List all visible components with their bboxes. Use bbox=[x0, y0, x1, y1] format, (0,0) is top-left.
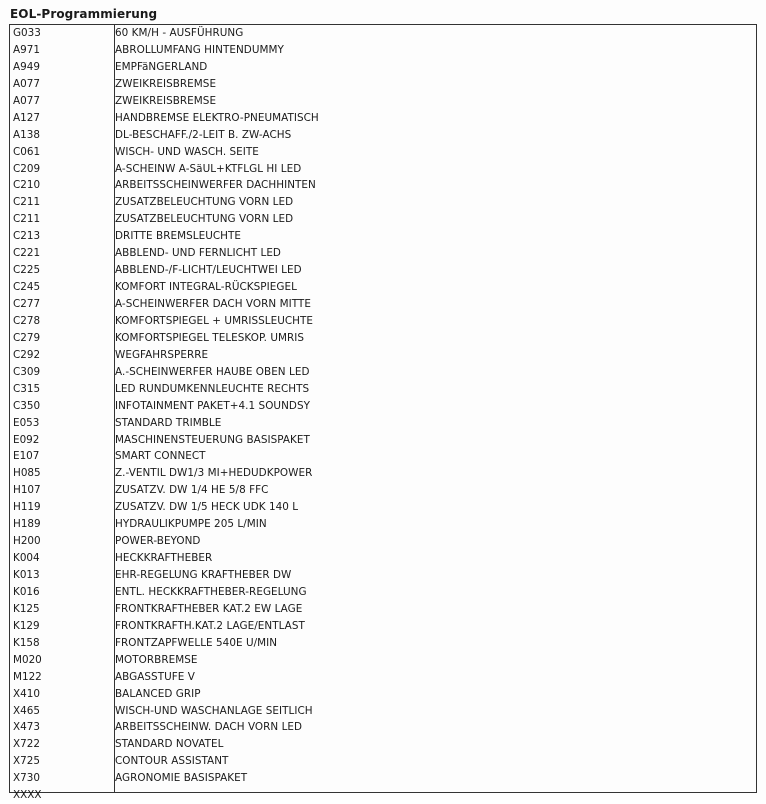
table-row bbox=[10, 59, 756, 76]
option-description: ZUSATZBELEUCHTUNG VORN LED bbox=[115, 213, 294, 226]
table-row bbox=[10, 448, 756, 465]
table-row bbox=[10, 296, 756, 313]
option-description: BALANCED GRIP bbox=[115, 687, 201, 700]
table-row bbox=[10, 110, 756, 127]
option-code: M122 bbox=[13, 670, 42, 683]
table-row bbox=[10, 482, 756, 499]
option-description: LED RUNDUMKENNLEUCHTE RECHTS bbox=[115, 382, 310, 395]
option-code: A949 bbox=[13, 60, 40, 73]
table-row bbox=[10, 787, 756, 804]
option-description: 60 KM/H - AUSFÜHRUNG bbox=[115, 27, 244, 39]
option-code: C225 bbox=[13, 264, 41, 277]
option-code: K013 bbox=[13, 569, 40, 581]
option-code: C209 bbox=[13, 162, 41, 175]
option-description bbox=[110, 787, 115, 804]
option-description: STANDARD NOVATEL bbox=[115, 738, 224, 751]
option-description: ZUSATZV. DW 1/4 HE 5/8 FFC bbox=[115, 484, 269, 497]
option-code: C309 bbox=[13, 365, 41, 378]
option-description: KOMFORTSPIEGEL TELESKOP. UMRIS bbox=[115, 331, 305, 344]
option-code: C278 bbox=[13, 314, 41, 327]
option-description: A.-SCHEINWERFER HAUBE OBEN LED bbox=[115, 365, 310, 378]
table-row bbox=[10, 25, 756, 42]
table-row bbox=[10, 313, 756, 330]
table-row bbox=[10, 381, 756, 398]
option-description: FRONTKRAFTH.KAT.2 LAGE/ENTLAST bbox=[115, 619, 305, 632]
table-row bbox=[10, 347, 756, 364]
table-row bbox=[10, 584, 756, 601]
option-code: X410 bbox=[13, 687, 40, 700]
option-code: K158 bbox=[13, 636, 40, 649]
option-description: WISCH-UND WASCHANLAGE SEITLICH bbox=[115, 704, 313, 717]
table-row bbox=[10, 245, 756, 262]
option-code: C211 bbox=[13, 196, 41, 209]
table-row bbox=[10, 516, 756, 533]
table-row bbox=[10, 42, 756, 59]
option-code: X473 bbox=[13, 721, 40, 734]
option-code: K004 bbox=[13, 552, 40, 565]
option-code: C315 bbox=[13, 382, 41, 395]
table-row bbox=[10, 398, 756, 415]
option-code: C210 bbox=[13, 179, 41, 192]
table-row bbox=[10, 465, 756, 482]
option-code: XXXX bbox=[13, 789, 42, 802]
option-description: WISCH- UND WASCH. SEITE bbox=[115, 145, 259, 158]
table-row bbox=[10, 228, 756, 245]
table-row bbox=[10, 669, 756, 686]
option-code: A077 bbox=[13, 94, 40, 107]
option-code: C292 bbox=[13, 348, 41, 361]
option-description: DRITTE BREMSLEUCHTE bbox=[115, 230, 242, 243]
option-code: C279 bbox=[13, 331, 41, 344]
option-code: E053 bbox=[13, 416, 40, 429]
table-body bbox=[10, 25, 756, 804]
option-description: SMART CONNECT bbox=[115, 450, 206, 463]
option-code: C350 bbox=[13, 399, 41, 412]
table-row bbox=[10, 177, 756, 194]
option-code: K129 bbox=[13, 619, 40, 632]
option-description: HECKKRAFTHEBER bbox=[115, 552, 213, 565]
option-description: POWER-BEYOND bbox=[115, 535, 201, 548]
option-description: ZWEIKREISBREMSE bbox=[115, 77, 217, 90]
table-row bbox=[10, 635, 756, 652]
option-code: H085 bbox=[13, 467, 41, 480]
table-row bbox=[10, 262, 756, 279]
table-row bbox=[10, 703, 756, 720]
option-description: WEGFAHRSPERRE bbox=[115, 348, 209, 361]
option-code: A127 bbox=[13, 111, 40, 124]
option-code: A138 bbox=[13, 128, 40, 141]
option-description: ABBLEND-/F-LICHT/LEUCHTWEI LED bbox=[115, 264, 302, 277]
option-description: A-SCHEINW A-SäUL+KTFLGL HI LED bbox=[115, 162, 302, 175]
option-code: H200 bbox=[13, 535, 41, 548]
table-row bbox=[10, 550, 756, 567]
option-description: MASCHINENSTEUERUNG BASISPAKET bbox=[115, 433, 310, 446]
option-code: X730 bbox=[13, 772, 40, 785]
eol-code-table bbox=[9, 24, 757, 802]
option-description: Z.-VENTIL DW1/3 MI+HEDUDKPOWER bbox=[115, 467, 313, 480]
option-description: ZWEIKREISBREMSE bbox=[115, 94, 217, 107]
option-description: ARBEITSSCHEINWERFER DACHHINTEN bbox=[115, 179, 316, 192]
table-row bbox=[10, 330, 756, 347]
option-code: E107 bbox=[13, 450, 40, 463]
option-description: KOMFORTSPIEGEL + UMRISSLEUCHTE bbox=[115, 314, 314, 327]
table-row bbox=[10, 618, 756, 635]
option-description: FRONTZAPFWELLE 540E U/MIN bbox=[115, 636, 278, 649]
option-description: HYDRAULIKPUMPE 205 L/MIN bbox=[115, 518, 267, 531]
option-code: X722 bbox=[13, 738, 40, 751]
option-code: C277 bbox=[13, 298, 41, 310]
option-description: INFOTAINMENT PAKET+4.1 SOUNDSY bbox=[115, 399, 310, 412]
option-code: C221 bbox=[13, 247, 41, 260]
table-row bbox=[10, 499, 756, 516]
option-description: STANDARD TRIMBLE bbox=[115, 416, 222, 429]
option-code: G033 bbox=[13, 27, 41, 39]
option-code: C061 bbox=[13, 145, 41, 158]
option-code: K016 bbox=[13, 585, 40, 598]
option-description: ABBLEND- UND FERNLICHT LED bbox=[115, 247, 281, 260]
table-row bbox=[10, 211, 756, 228]
table-row bbox=[10, 753, 756, 770]
table-row bbox=[10, 567, 756, 584]
option-code: M020 bbox=[13, 653, 42, 666]
option-description: MOTORBREMSE bbox=[115, 653, 198, 666]
option-code: C213 bbox=[13, 230, 41, 243]
table-row bbox=[10, 770, 756, 787]
table-row bbox=[10, 127, 756, 144]
option-code: H107 bbox=[13, 484, 41, 497]
table-row bbox=[10, 279, 756, 296]
option-description: ABROLLUMFANG HINTENDUMMY bbox=[115, 43, 284, 56]
option-code: E092 bbox=[13, 433, 40, 446]
option-code: X465 bbox=[13, 704, 40, 717]
option-code: H189 bbox=[13, 518, 41, 531]
table-row bbox=[10, 194, 756, 211]
option-code: C211 bbox=[13, 213, 41, 226]
option-description: FRONTKRAFTHEBER KAT.2 EW LAGE bbox=[115, 602, 303, 615]
option-description: ARBEITSSCHEINW. DACH VORN LED bbox=[115, 721, 303, 734]
option-description: CONTOUR ASSISTANT bbox=[115, 755, 229, 768]
option-code: K125 bbox=[13, 602, 40, 615]
option-description: EMPFäNGERLAND bbox=[115, 60, 208, 73]
table-row bbox=[10, 76, 756, 93]
option-description: ABGASSTUFE V bbox=[115, 670, 195, 683]
table-row bbox=[10, 533, 756, 550]
option-code: A077 bbox=[13, 77, 40, 90]
option-description: ENTL. HECKKRAFTHEBER-REGELUNG bbox=[115, 585, 307, 598]
option-code: A971 bbox=[13, 43, 40, 56]
table-row bbox=[10, 415, 756, 432]
table-row bbox=[10, 719, 756, 736]
table-row bbox=[10, 161, 756, 178]
option-description: AGRONOMIE BASISPAKET bbox=[115, 772, 248, 785]
table-row bbox=[10, 686, 756, 703]
option-description: ZUSATZV. DW 1/5 HECK UDK 140 L bbox=[115, 501, 299, 514]
option-description: KOMFORT INTEGRAL-RÜCKSPIEGEL bbox=[115, 281, 297, 294]
option-description: A-SCHEINWERFER DACH VORN MITTE bbox=[115, 298, 311, 310]
table-row bbox=[10, 364, 756, 381]
table-row bbox=[10, 652, 756, 669]
section-title: EOL-Programmierung bbox=[10, 7, 158, 21]
option-description: ZUSATZBELEUCHTUNG VORN LED bbox=[115, 196, 294, 209]
option-description: EHR-REGELUNG KRAFTHEBER DW bbox=[115, 569, 292, 581]
table-row bbox=[10, 144, 756, 161]
table-row bbox=[10, 93, 756, 110]
option-code: X725 bbox=[13, 755, 40, 768]
option-code: H119 bbox=[13, 501, 41, 514]
option-description: HANDBREMSE ELEKTRO-PNEUMATISCH bbox=[115, 111, 319, 124]
table-row bbox=[10, 432, 756, 449]
table-row bbox=[10, 601, 756, 618]
option-code: C245 bbox=[13, 281, 41, 294]
option-description: DL-BESCHAFF./2-LEIT B. ZW-ACHS bbox=[115, 128, 292, 141]
table-row bbox=[10, 736, 756, 753]
